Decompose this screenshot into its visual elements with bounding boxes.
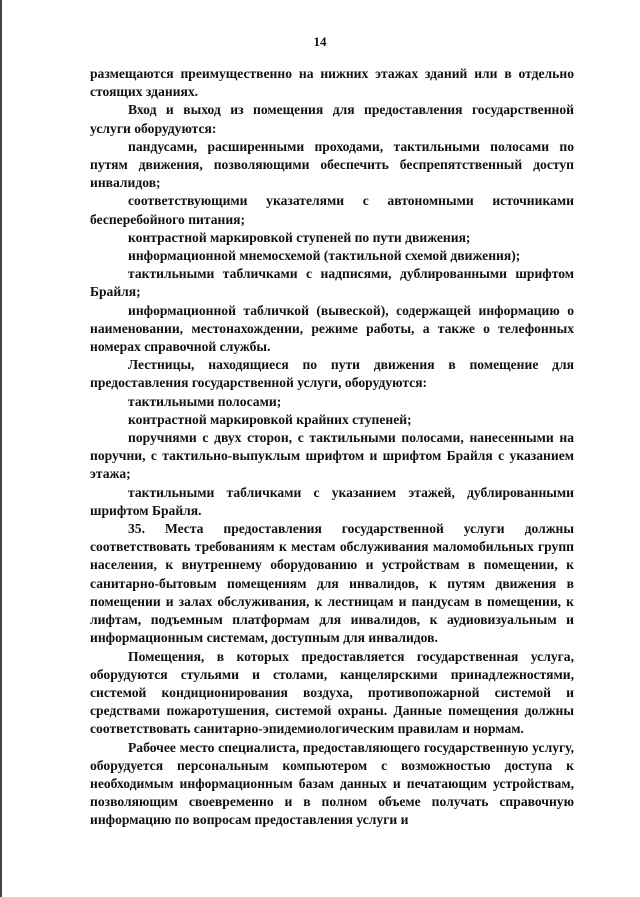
document-body [90,65,574,830]
paragraph: пандусами, расширенными проходами, тактильными полосами по путям движения, позволяющими обеспечить беспрепятственный доступ инвалидов; [90,138,574,191]
paragraph: тактильными полосами; [128,393,282,409]
paragraph: Помещения, в которых предоставляется государственная услуга, оборудуются стульями и столами, канцелярскими принадлежностями, системой кондиционирования воздуха, противопожарной системой и средствами пожаротушения, системой охраны. Данные помещения должны соответствовать санитарно-эпидемиологическим правилам и нормам. [90,648,574,737]
paragraph: информационной мнемосхемой (тактильной схемой движения); [128,248,521,264]
paragraph: Рабочее место специалиста, предоставляющего государственную услугу, оборудуется персональным компьютером с возможностью доступа к необходимым информационным базам данных и печатающим устройствам, позволяющим своевременно и в полном объеме получать справочную информацию по вопросам предоставления услуги и [90,739,574,828]
paragraph: контрастной маркировкой крайних ступеней; [128,411,412,427]
paragraph: поручнями с двух сторон, с тактильными полосами, нанесенными на поручни, с тактильно-выпуклым шрифтом и шрифтом Брайля с указанием этажа; [90,430,574,482]
paragraph: Лестницы, находящиеся по пути движения в помещение для предоставления государственной услуги, оборудуются: [90,357,574,391]
paragraph: соответствующими указателями с автономными источниками бесперебойного питания; [90,193,574,227]
paragraph: контрастной маркировкой ступеней по пути движения; [128,229,471,245]
paragraph: Вход и выход из помещения для предоставления государственной услуги оборудуются: [90,102,574,136]
paragraph: тактильными табличками с надписями, дублированными шрифтом Брайля; [90,266,574,300]
paragraph: тактильными табличками с указанием этажей, дублированными шрифтом Брайля. [90,484,574,518]
paragraph: размещаются преимущественно на нижних этажах зданий или в отдельно стоящих зданиях. [90,66,574,100]
page-edge [0,0,2,897]
page-number: 14 [313,34,327,49]
paragraph: 35. Места предоставления государственной услуги должны соответствовать требованиям к местам обслуживания маломобильных групп населения, к внутреннему оборудованию и устройствам в помещении, к санитарно-бытовым помещениям для инвалидов, к путям движения в помещении и залах обслуживания, к лестницам и пандусам в помещении, к лифтам, подъемным платформам для инвалидов, к аудиовизуальным и информационным системам, доступным для инвалидов. [90,521,574,646]
paragraph: информационной табличкой (вывеской), содержащей информацию о наименовании, местонахождении, режиме работы, а также о телефонных номерах справочной службы. [90,302,574,355]
